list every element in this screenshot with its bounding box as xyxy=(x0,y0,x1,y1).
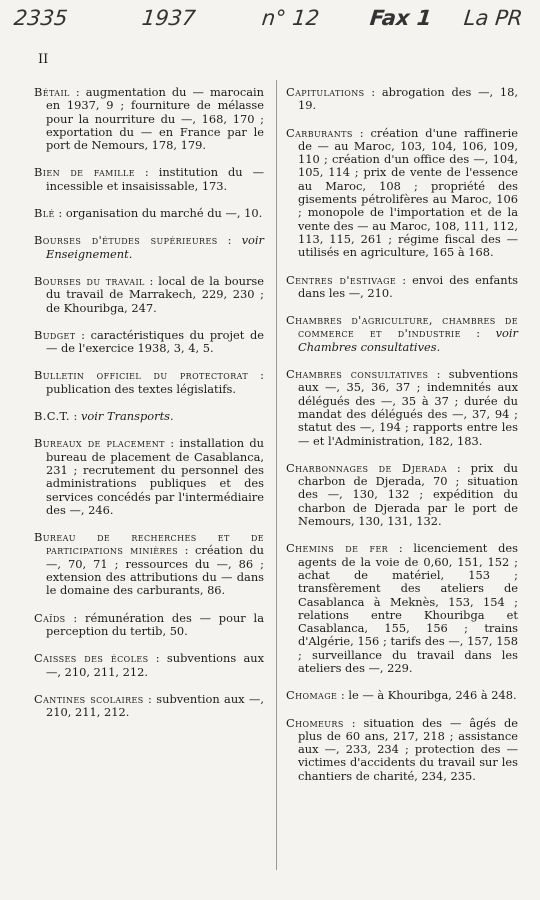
index-text: : licenciement des agents de la voie de 0,60, 151, 152 ; achat de matériel, 153 ; transfèrement des ateliers de Casablanca à Meknès, 153, 154 ; relations entre Khouribga et Casablanca, 155, 156 ; trains d'Algérie, 156 ; tarifs des —, 157, 158 ; surveillance du travail dans les ateliers des —, 229. xyxy=(298,541,518,675)
index-text: : création du —, 70, 71 ; ressources du —, 86 ; extension des attributions du — dans le domaine des carburants, 86. xyxy=(46,543,264,598)
index-entry xyxy=(34,612,264,639)
handwritten-note: 1937 xyxy=(140,6,197,30)
index-entry xyxy=(34,275,264,315)
handwritten-note: Fax 1 xyxy=(368,6,433,30)
index-heading: Centres d'estivage xyxy=(286,272,397,287)
index-text: : augmentation du — marocain en 1937, 9 ; fourniture de mélasse pour la nourriture du —, 168, 170 ; exportation du — en France par le port de Nemours, 178, 179. xyxy=(46,85,264,153)
index-entry xyxy=(34,410,264,423)
index-text: : prix du charbon de Djerada, 70 ; situation des —, 130, 132 ; expédition du charbon de Djerada par le port de Nemours, 130, 131, 132. xyxy=(298,460,518,529)
index-heading: Bureau de recherches et de participations minières xyxy=(34,530,264,558)
index-heading: Chomeurs xyxy=(286,715,344,730)
index-heading: Cantines scolaires xyxy=(34,691,144,706)
index-entry xyxy=(34,369,264,396)
index-reference: voir Enseignement. xyxy=(46,233,264,261)
index-entry xyxy=(34,86,264,152)
index-entry xyxy=(286,542,518,675)
index-heading: Chomage xyxy=(286,688,338,703)
index-heading: Chambres d'agriculture, chambres de commerce et d'industrie xyxy=(286,313,518,341)
index-entry xyxy=(34,166,264,193)
index-text: : envoi des enfants dans les —, 210. xyxy=(298,272,518,300)
index-text: : organisation du marché du —, 10. xyxy=(54,206,263,221)
index-entry xyxy=(286,462,518,528)
index-heading: Charbonnages de Djerada xyxy=(286,460,448,475)
index-text: : local de la bourse du travail de Marrakech, 229, 230 ; de Khouribga, 247. xyxy=(46,273,264,315)
index-reference: voir Chambres consultatives. xyxy=(298,326,518,354)
index-heading: Bétail xyxy=(34,85,70,99)
index-entry xyxy=(34,329,264,356)
handwritten-note: n° 12 xyxy=(260,6,321,30)
column-divider xyxy=(276,80,277,870)
index-heading: Bulletin officiel du protectorat xyxy=(34,368,249,383)
index-entry xyxy=(286,689,518,702)
index-entry xyxy=(34,652,264,679)
left-column xyxy=(34,86,264,733)
page-number: II xyxy=(38,52,49,67)
index-heading: Bourses d'études supérieures xyxy=(34,233,218,248)
index-heading: B.C.T. xyxy=(34,409,70,424)
index-entry xyxy=(286,717,518,783)
index-reference: voir Transports. xyxy=(80,409,174,424)
index-text: : xyxy=(217,233,242,248)
index-text: : rémunération des — pour la perception du tertib, 50. xyxy=(46,610,264,638)
right-column xyxy=(286,86,518,797)
index-heading: Carburants xyxy=(286,125,353,140)
index-heading: Chemins de fer xyxy=(286,541,389,556)
index-heading: Budget xyxy=(34,327,76,342)
index-text: : abrogation des —, 18, 19. xyxy=(298,85,518,113)
index-text: : xyxy=(460,326,496,341)
index-text: : publication des textes législatifs. xyxy=(46,368,264,396)
index-text: : xyxy=(69,409,81,424)
index-heading: Bien de famille xyxy=(34,165,135,180)
index-text: : installation du bureau de placement de Casablanca, 231 ; recrutement du personnel des administrations publiques et des services concédés par l'intermédiaire des —, 246. xyxy=(46,436,264,517)
index-text: : subventions aux —, 35, 36, 37 ; indemnités aux délégués des —, 35 à 37 ; durée du mandat des délégués des —, 37, 94 ; statut des —, 194 ; rapports entre les — et l'Administration, 182, 183. xyxy=(298,367,518,448)
index-text: : subvention aux —, 210, 211, 212. xyxy=(46,691,264,720)
index-heading: Bureaux de placement xyxy=(34,436,165,451)
index-entry xyxy=(34,207,264,220)
index-heading: Chambres consultatives xyxy=(286,367,429,382)
handwritten-note: 2335 xyxy=(12,6,69,30)
index-text: : caractéristiques du projet de — de l'exercice 1938, 3, 4, 5. xyxy=(46,327,264,356)
index-heading: Caisses des écoles xyxy=(34,651,149,666)
index-entry xyxy=(286,314,518,354)
index-entry xyxy=(34,693,264,720)
index-text: : subventions aux —, 210, 211, 212. xyxy=(46,651,265,679)
index-entry xyxy=(286,86,518,113)
index-text: : le — à Khouribga, 246 à 248. xyxy=(337,688,517,703)
index-heading: Bourses du travail xyxy=(34,273,145,288)
index-text: : situation des — âgés de plus de 60 ans, 217, 218 ; assistance aux —, 233, 234 ; protection des — victimes d'accidents du travail sur les chantiers de charité, 234, 235. xyxy=(298,715,518,783)
index-heading: Blé xyxy=(34,206,55,221)
index-heading: Capitulations xyxy=(286,85,365,99)
index-entry xyxy=(34,531,264,597)
index-entry xyxy=(286,274,518,301)
index-text: : institution du — incessible et insaisissable, 173. xyxy=(46,165,264,193)
index-entry xyxy=(286,127,518,260)
index-entry xyxy=(34,437,264,517)
index-entry xyxy=(286,368,518,448)
handwritten-note: La PR xyxy=(462,6,524,30)
index-text: : création d'une raffinerie de — au Maroc, 103, 104, 106, 109, 110 ; création d'un office des —, 104, 105, 114 ; prix de vente de l'essence au Maroc, 108 ; propriété des gisements pétrolifères au Maroc, 106 ; monopole de l'importation et de la vente des — au Maroc, 108, 111, 112, 113, 115, 261 ; régime fiscal des — utilisés en agriculture, 165 à 168. xyxy=(298,125,518,260)
index-entry xyxy=(34,234,264,261)
index-heading: Caïds xyxy=(34,610,66,625)
